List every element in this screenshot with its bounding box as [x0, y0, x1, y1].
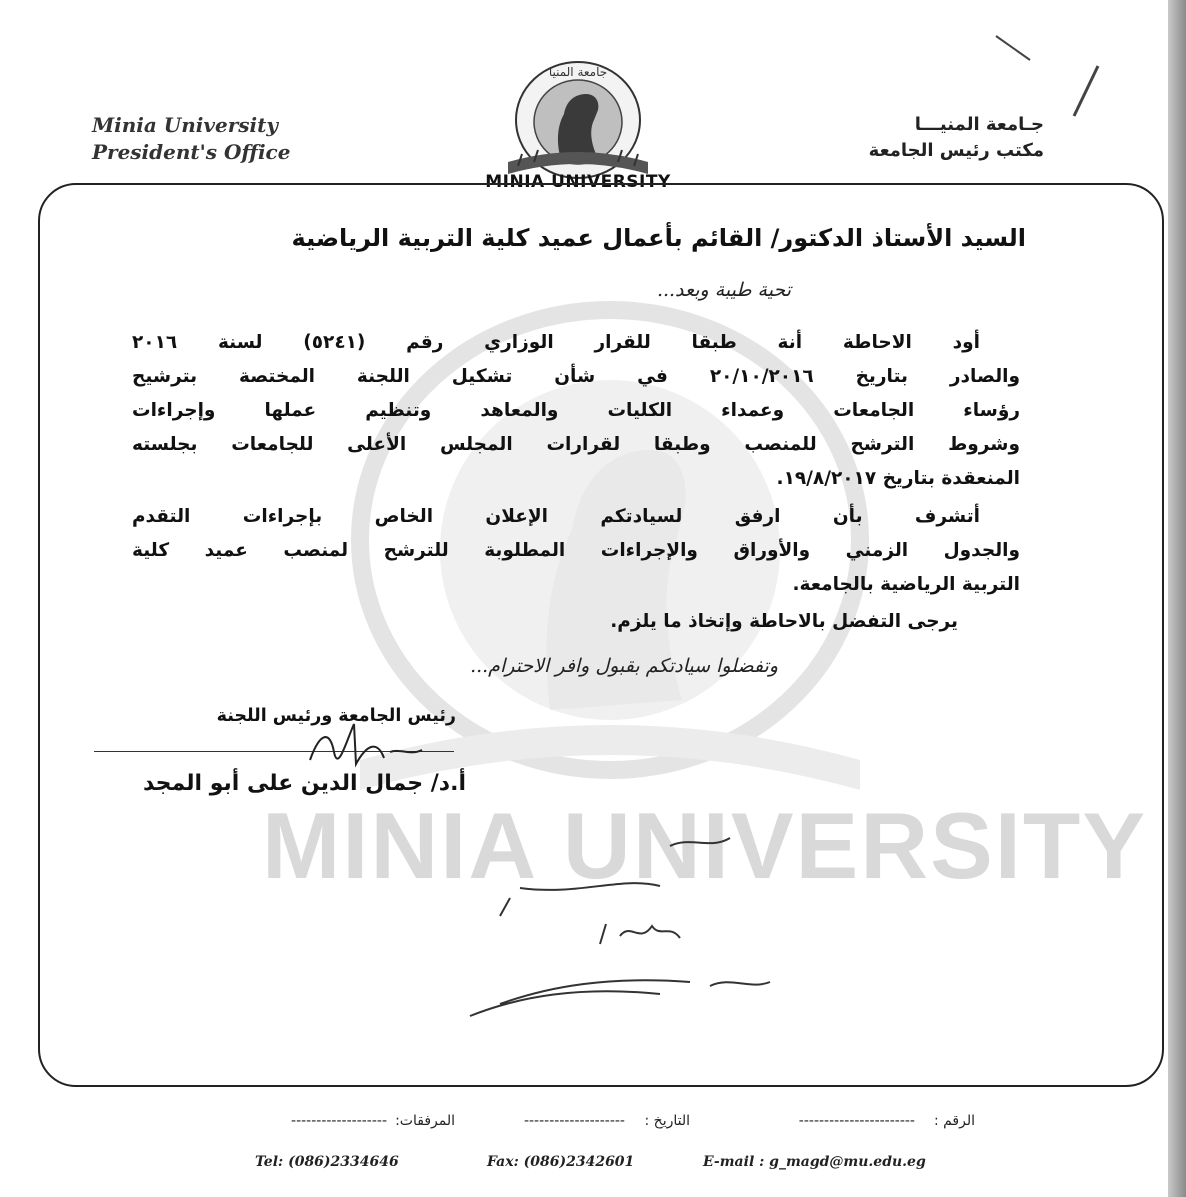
paragraph-1-line: أود الاحاطة أنة طبقا للقرار الوزاري رقم (٥٢٤١) لسنة ٢٠١٦: [132, 332, 980, 353]
closing-line: وتفضلوا سيادتكم بقبول وافر الاحترام...: [470, 655, 778, 677]
footer-contact: [255, 1154, 955, 1176]
reference-number-value: -----------------------: [798, 1113, 915, 1129]
paragraph-2-line: والجدول الزمني والأوراق والإجراءات المطلوبة للترشح لمنصب عميد كلية: [132, 540, 1020, 561]
attachments-label: المرفقات:: [395, 1113, 455, 1129]
date-value: --------------------: [523, 1113, 625, 1129]
watermark-text: MINIA UNIVERSITY: [262, 793, 1148, 898]
attachments-value: -------------------: [291, 1113, 387, 1129]
pen-mark: [990, 30, 1110, 120]
date-label: التاريخ :: [644, 1113, 690, 1129]
paragraph-2: [132, 500, 1020, 602]
signature-scribble: [290, 712, 430, 778]
header-university-name-en: Minia University: [92, 113, 278, 137]
logo-arc-text: جامعة المنيا: [548, 65, 608, 79]
email: E-mail : g_magd@mu.edu.eg: [703, 1154, 926, 1170]
paragraph-1-line: رؤساء الجامعات وعمداء الكليات والمعاهد وتنظيم عملها وإجراءات: [132, 400, 1020, 421]
header-office-name-ar: مكتب رئيس الجامعة: [868, 140, 1044, 161]
header-english: [92, 112, 290, 166]
reference-number-label: الرقم :: [933, 1113, 975, 1129]
scan-edge-shadow: [1168, 0, 1186, 1197]
paragraph-1-line: المنعقدة بتاريخ ١٩/٨/٢٠١٧.: [776, 468, 1020, 489]
paragraph-2-line: التربية الرياضية بالجامعة.: [792, 574, 1020, 595]
salutation: السيد الأستاذ الدكتور/ القائم بأعمال عميد كلية التربية الرياضية: [291, 224, 1026, 252]
header-university-name-ar: جـامعة المنيـــا: [914, 114, 1044, 135]
paragraph-2-line: أتشرف بأن ارفق لسيادتكم الإعلان الخاص بإجراءات التقدم: [132, 506, 980, 527]
fax: Fax: (086)2342601: [487, 1154, 635, 1170]
telephone: Tel: (086)2334646: [255, 1154, 399, 1170]
request-line: يرجى التفضل بالاحاطة وإتخاذ ما يلزم.: [610, 611, 958, 632]
paragraph-1-line: وشروط الترشح للمنصب وطبقا لقرارات المجلس الأعلى للجامعات بجلسته: [132, 434, 1020, 455]
paragraph-1-line: والصادر بتاريخ ٢٠/١٠/٢٠١٦ في شأن تشكيل اللجنة المختصة بترشيح: [132, 366, 1020, 387]
logo-caption: MINIA UNIVERSITY: [485, 172, 671, 192]
greeting: تحية طيبة وبعد...: [656, 279, 791, 301]
signatory-name: أ.د/ جمال الدين على أبو المجد: [142, 771, 466, 796]
paragraph-1: [132, 326, 1020, 496]
header-office-name-en: President's Office: [92, 140, 291, 164]
footer-fields: [215, 1113, 975, 1137]
signatory-title: رئيس الجامعة ورئيس اللجنة: [216, 706, 456, 726]
handwritten-annotation: [460, 826, 780, 1026]
